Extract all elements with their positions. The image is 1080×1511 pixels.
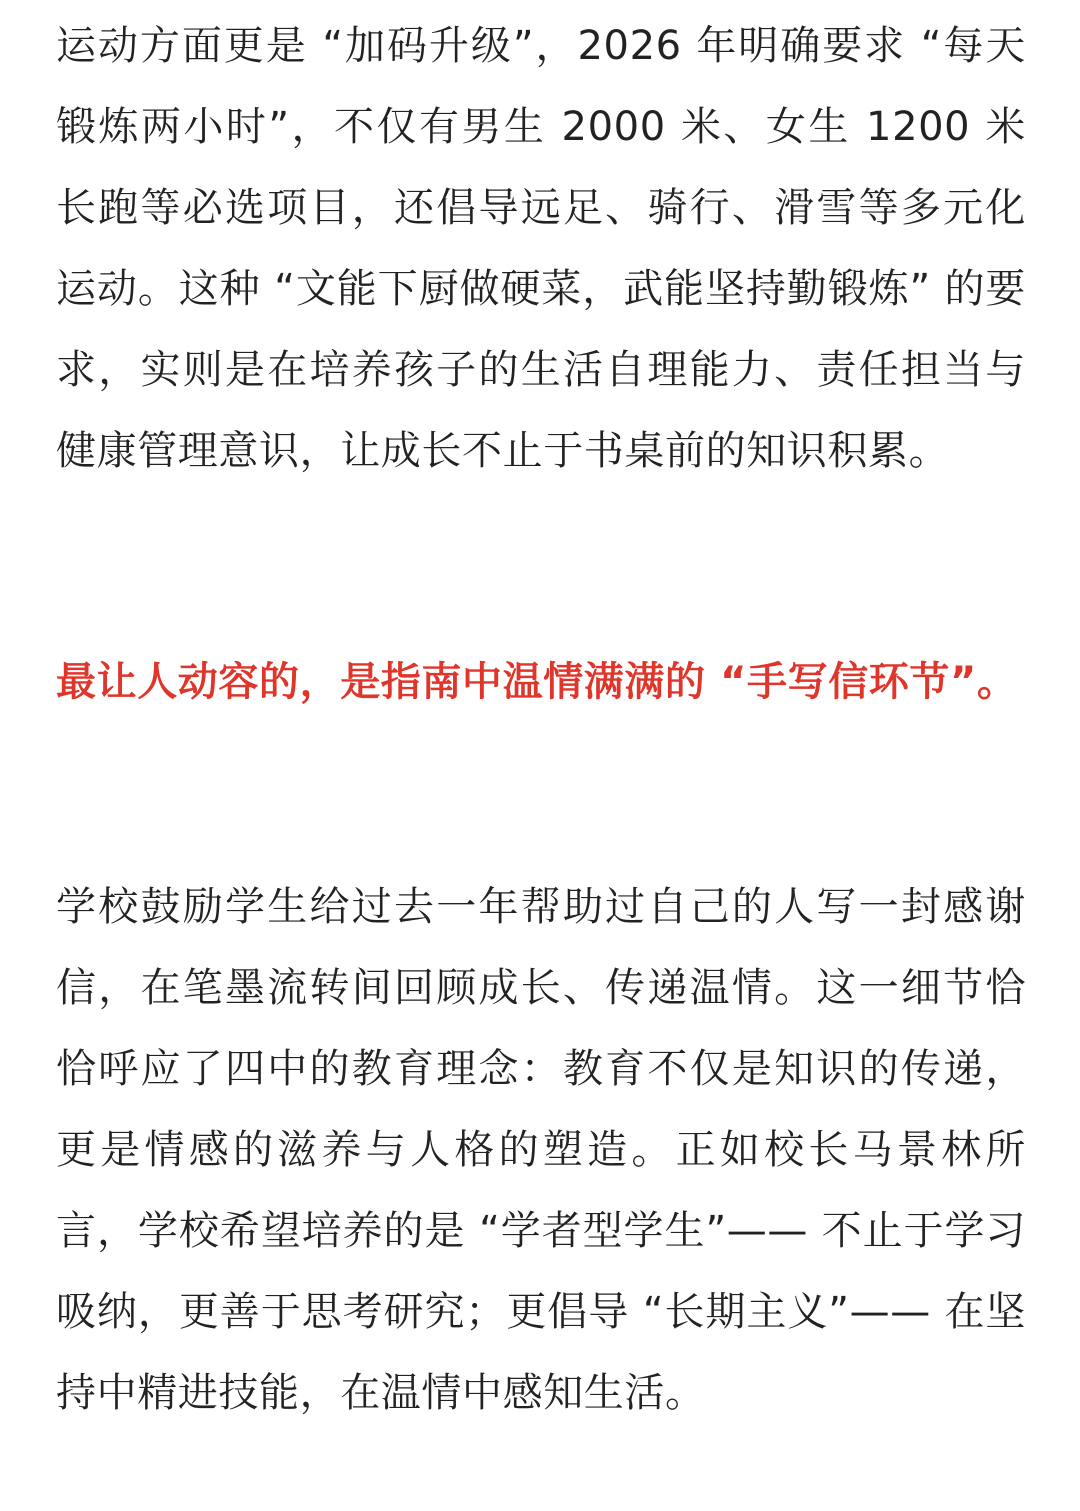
article-paragraph-letter: 学校鼓励学生给过去一年帮助过自己的人写一封感谢信，在笔墨流转间回顾成长、传递温情。这一细节恰恰呼应了四中的教育理念：教育不仅是知识的传递，更是情感的滋养与人格的塑造。正如校长马景林所言，学校希望培养的是 “学者型学生”—— 不止于学习吸纳，更善于思考研究；更倡导 “长期主义”—— 在坚持中精进技能，在温情中感知生活。 (56, 884, 1026, 1416)
article-paragraph-exercise: 运动方面更是 “加码升级”，2026 年明确要求 “每天锻炼两小时”，不仅有男生 2000 米、女生 1200 米长跑等必选项目，还倡导远足、骑行、滑雪等多元化运动。这种 “文能下厨做硬菜，武能坚持勤锻炼” 的要求，实则是在培养孩子的生活自理能力、责任担当与健康管理意识，让成长不止于书桌前的知识积累。 (56, 23, 1026, 474)
article-highlight-heading: 最让人动容的，是指南中温情满满的 “手写信环节”。 (56, 659, 1018, 705)
